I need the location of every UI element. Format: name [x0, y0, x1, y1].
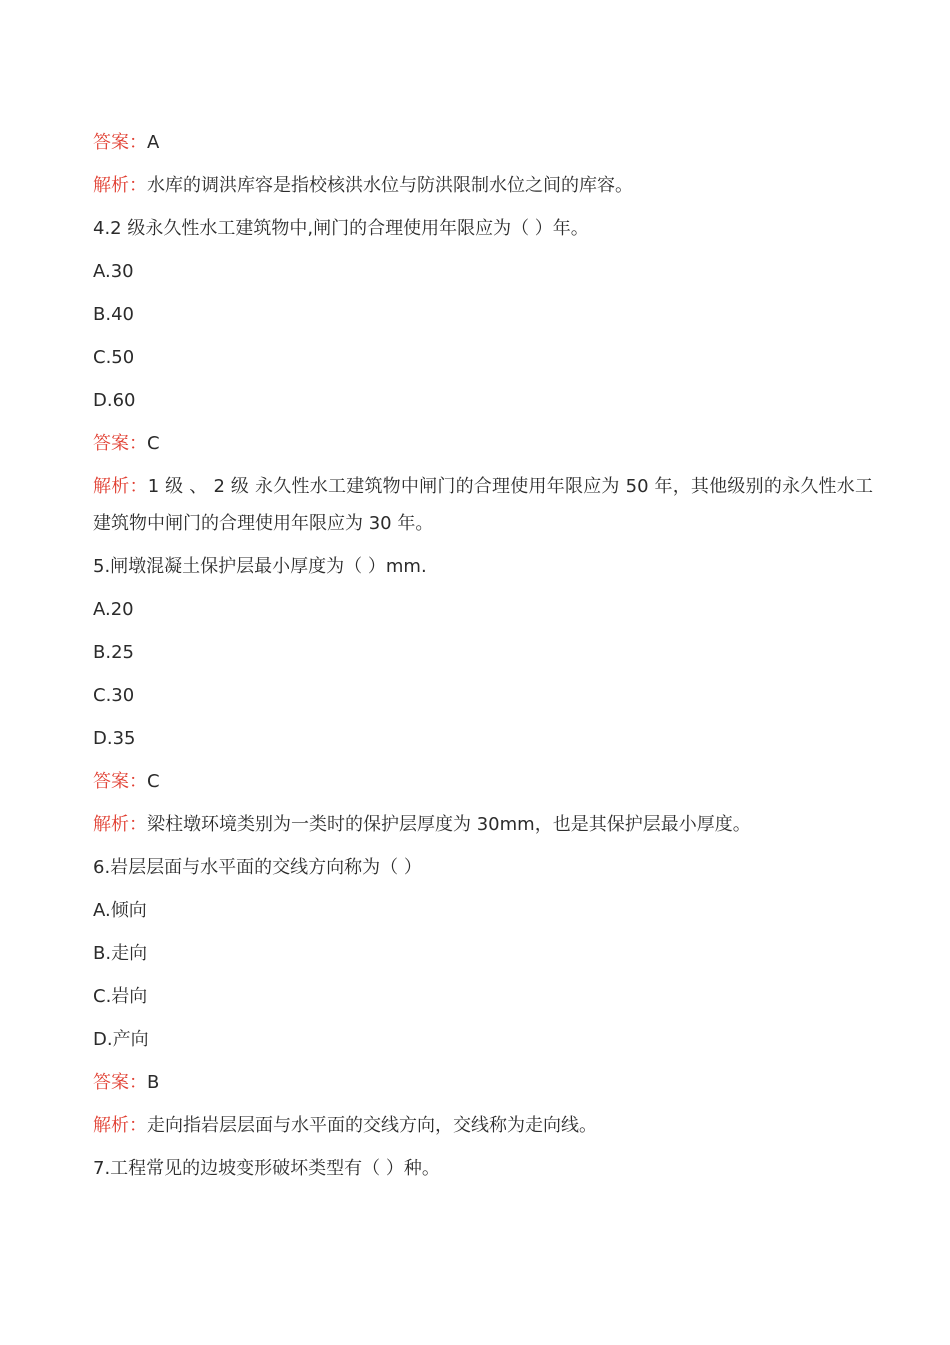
option-b: B.25 [93, 642, 134, 663]
answer-label: 答案： [93, 132, 147, 153]
option-d: D.35 [93, 728, 136, 749]
explanation-line [93, 1104, 873, 1147]
answer-line [93, 422, 873, 465]
answer-label: 答案： [93, 1072, 147, 1093]
answer-line [93, 1061, 873, 1104]
explanation-text: 水库的调洪库容是指校核洪水位与防洪限制水位之间的库容。 [147, 175, 633, 196]
explanation-text: 走向指岩层层面与水平面的交线方向，交线称为走向线。 [147, 1115, 597, 1136]
option-b: B.走向 [93, 943, 148, 964]
option-d: D.60 [93, 390, 136, 411]
explanation-text: 1 级 、 2 级 永久性水工建筑物中闸门的合理使用年限应为 50 年，其他级别的永久性水工建筑物中闸门的合理使用年限应为 30 年。 [93, 476, 874, 534]
answer-value: A [147, 132, 160, 153]
question-5: 5.闸墩混凝土保护层最小厚度为（ ）mm. [93, 556, 427, 577]
option-a: A.20 [93, 599, 134, 620]
answer-value: B [147, 1072, 160, 1093]
answer-value: C [147, 433, 160, 454]
option-d: D.产向 [93, 1029, 149, 1050]
explanation-line [93, 803, 873, 846]
answer-label: 答案： [93, 771, 147, 792]
explanation-label: 解析： [93, 1115, 147, 1136]
explanation-label: 解析： [93, 175, 147, 196]
explanation-line [93, 468, 873, 542]
option-c: C.岩向 [93, 986, 148, 1007]
answer-line [93, 760, 873, 803]
explanation-label: 解析： [93, 814, 147, 835]
question-4: 4.2 级永久性水工建筑物中,闸门的合理使用年限应为（ ）年。 [93, 218, 589, 239]
question-6: 6.岩层层面与水平面的交线方向称为（ ） [93, 857, 422, 878]
answer-line [93, 121, 873, 164]
option-b: B.40 [93, 304, 134, 325]
explanation-line [93, 164, 873, 207]
explanation-label: 解析： [93, 476, 148, 497]
answer-value: C [147, 771, 160, 792]
answer-label: 答案： [93, 433, 147, 454]
question-7: 7.工程常见的边坡变形破坏类型有（ ）种。 [93, 1158, 440, 1179]
option-c: C.30 [93, 685, 135, 706]
option-a: A.30 [93, 261, 134, 282]
option-c: C.50 [93, 347, 135, 368]
document-page [93, 121, 873, 1190]
option-a: A.倾向 [93, 900, 147, 921]
explanation-text: 梁柱墩环境类别为一类时的保护层厚度为 30mm，也是其保护层最小厚度。 [147, 814, 751, 835]
